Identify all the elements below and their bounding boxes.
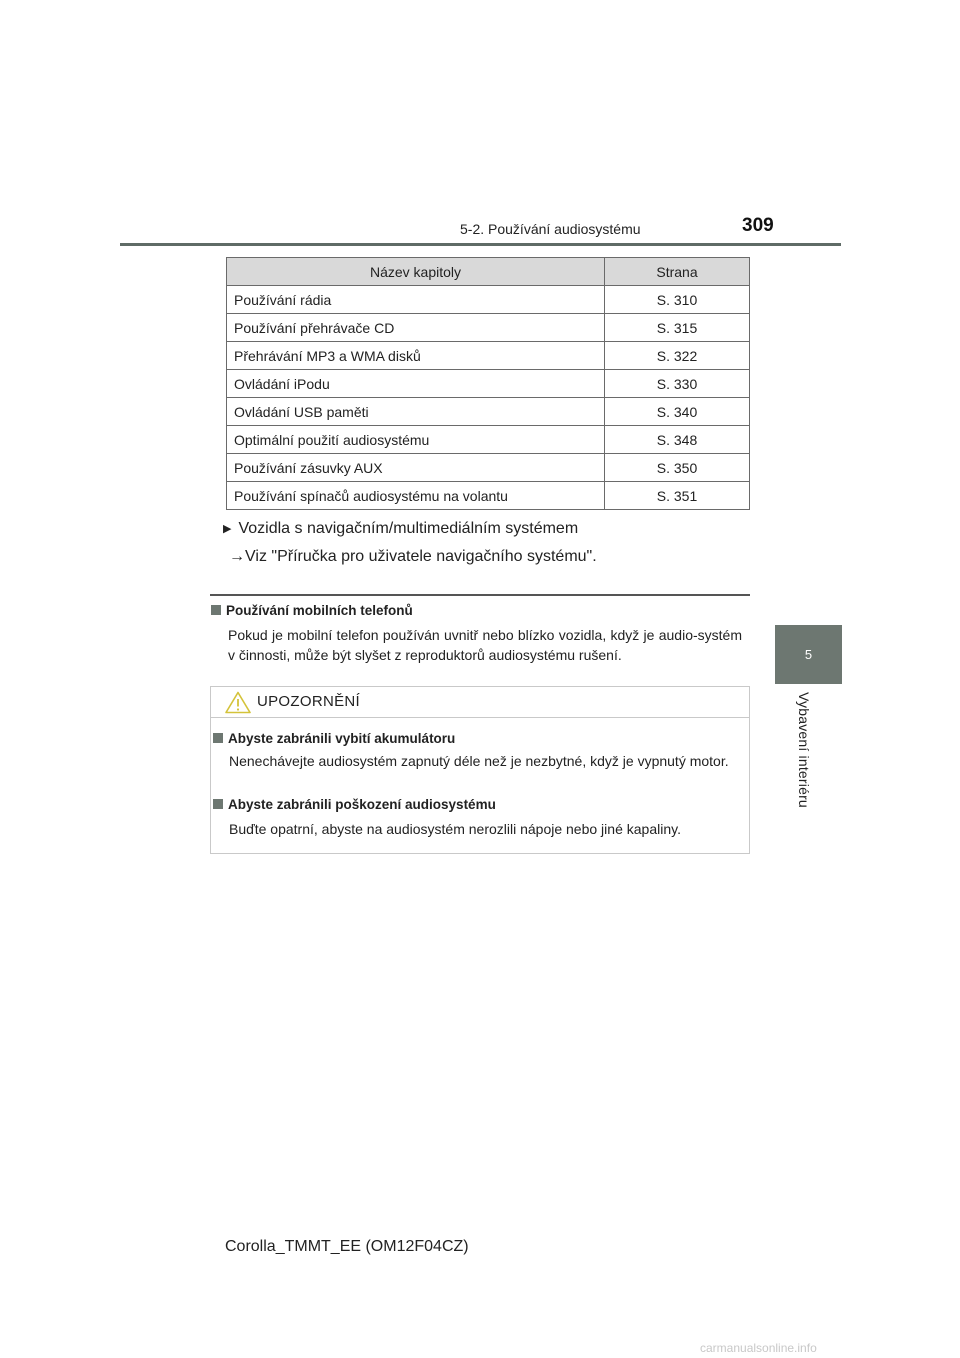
chapter-label: Vybavení interiéru xyxy=(796,692,812,808)
caution-item-heading xyxy=(213,731,455,746)
caution-item-heading-text: Abyste zabránili poškození audiosystému xyxy=(228,797,496,812)
table-row xyxy=(227,286,750,314)
caution-item-heading xyxy=(213,797,496,812)
table-cell-page: S. 350 xyxy=(605,454,750,482)
mobile-phones-heading-text: Používání mobilních telefonů xyxy=(226,603,413,618)
caution-item-body: Buďte opatrní, abyste na audiosystém nerozlili nápoje nebo jiné kapaliny. xyxy=(229,821,681,837)
mobile-phones-body: Pokud je mobilní telefon používán uvnitř nebo blízko vozidla, když je audio-systém v činnosti, může být slyšet z reproduktorů audiosystému rušení. xyxy=(228,627,742,663)
chapter-number: 5 xyxy=(804,647,813,662)
square-bullet-icon xyxy=(213,733,223,743)
chapter-tab[interactable] xyxy=(775,625,842,684)
triangle-bullet-icon: ▶ xyxy=(223,523,232,535)
mobile-phones-heading xyxy=(211,603,413,618)
table-cell-page: S. 330 xyxy=(605,370,750,398)
table-cell-page: S. 351 xyxy=(605,482,750,510)
table-row xyxy=(227,454,750,482)
table-cell-title: Používání přehrávače CD xyxy=(227,314,605,342)
section-title: 5-2. Používání audiosystému xyxy=(460,221,641,237)
table-row xyxy=(227,426,750,454)
table-cell-page: S. 315 xyxy=(605,314,750,342)
caution-item-heading-text: Abyste zabránili vybití akumulátoru xyxy=(228,731,456,746)
table-header-row xyxy=(227,258,750,286)
navigation-note-text: Vozidla s navigačním/multimediálním systémem xyxy=(238,520,579,537)
table-row xyxy=(227,482,750,510)
table-cell-page: S. 310 xyxy=(605,286,750,314)
table-cell-page: S. 348 xyxy=(605,426,750,454)
table-cell-page: S. 322 xyxy=(605,342,750,370)
watermark: carmanualsonline.info xyxy=(700,1341,817,1355)
table-cell-page: S. 340 xyxy=(605,398,750,426)
caution-header xyxy=(211,687,749,718)
caution-title: UPOZORNĚNÍ xyxy=(257,693,361,710)
caution-item-body: Nenechávejte audiosystém zapnutý déle než je nezbytné, když je vypnutý motor. xyxy=(229,753,729,769)
document-code: Corolla_TMMT_EE (OM12F04CZ) xyxy=(225,1238,469,1255)
column-header-page: Strana xyxy=(605,258,750,286)
header-rule xyxy=(120,243,841,246)
table-row xyxy=(227,342,750,370)
table-cell-title: Používání spínačů audiosystému na volantu xyxy=(227,482,605,510)
table-row xyxy=(227,398,750,426)
caution-box xyxy=(210,686,750,854)
square-bullet-icon xyxy=(211,605,221,615)
table-cell-title: Optimální použití audiosystému xyxy=(227,426,605,454)
table-cell-title: Používání zásuvky AUX xyxy=(227,454,605,482)
table-row xyxy=(227,314,750,342)
navigation-note xyxy=(223,520,578,538)
table-cell-title: Přehrávání MP3 a WMA disků xyxy=(227,342,605,370)
table-cell-title: Používání rádia xyxy=(227,286,605,314)
square-bullet-icon xyxy=(213,799,223,809)
navigation-reference: →Viz "Příručka pro uživatele navigačního systému". xyxy=(229,548,597,565)
chapter-table xyxy=(226,257,750,510)
warning-triangle-icon xyxy=(225,691,251,714)
section-divider xyxy=(210,594,750,596)
page-number: 309 xyxy=(742,215,774,236)
table-cell-title: Ovládání USB paměti xyxy=(227,398,605,426)
column-header-title: Název kapitoly xyxy=(227,258,605,286)
table-row xyxy=(227,370,750,398)
table-cell-title: Ovládání iPodu xyxy=(227,370,605,398)
